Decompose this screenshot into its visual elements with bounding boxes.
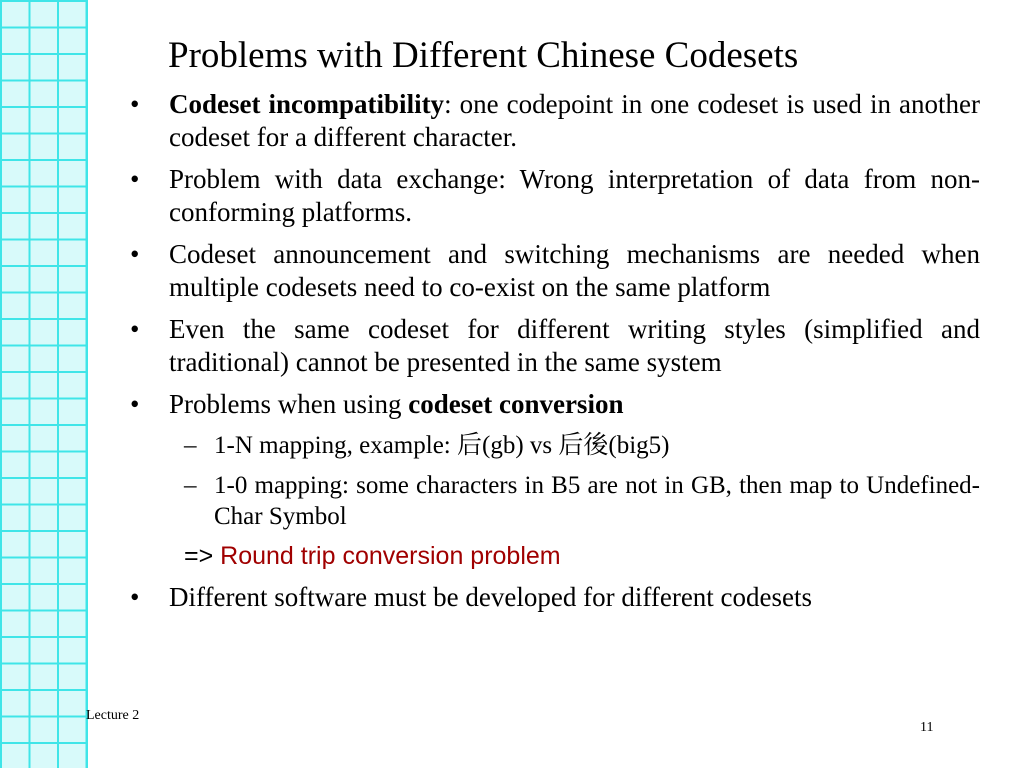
bullet-item: [130, 238, 980, 304]
conclusion-line: [130, 541, 980, 572]
bullet-bold-text: codeset conversion: [408, 389, 624, 419]
decorative-grid: [0, 0, 88, 768]
bullet-item: [130, 388, 980, 421]
bullet-item: [130, 313, 980, 379]
bullet-bold-text: Codeset incompatibility: [169, 89, 445, 119]
bullet-icon: •: [130, 389, 140, 419]
bullet-icon: •: [130, 164, 140, 194]
arrow-prefix: =>: [184, 542, 221, 570]
bullet-item: [130, 581, 980, 614]
emphasis-text: Round trip conversion problem: [220, 542, 561, 570]
bullet-text: : one codepoint in one codeset is used in another codeset for a different character.: [169, 89, 980, 152]
sub-bullet-item: [130, 470, 980, 532]
slide-title: Problems with Different Chinese Codesets: [168, 35, 799, 76]
bullet-icon: •: [130, 582, 140, 612]
bullet-text: Codeset announcement and switching mechanisms are needed when multiple codesets need to co-exist on the same platform: [169, 239, 980, 302]
sub-bullet-item: [130, 430, 980, 461]
sub-bullet-text: 1-N mapping, example: 后(gb) vs 后後(big5): [214, 432, 670, 459]
bullet-text: Different software must be developed for different codesets: [169, 582, 813, 612]
dash-icon: –: [184, 432, 197, 459]
bullet-text: Problems when using: [169, 389, 409, 419]
bullet-item: [130, 88, 980, 154]
sub-bullet-text: 1-0 mapping: some characters in B5 are not in GB, then map to Undefined-Char Symbol: [214, 472, 980, 530]
page-number: 11: [920, 720, 934, 735]
bullet-icon: •: [130, 314, 140, 344]
bullet-text: Problem with data exchange: Wrong interpretation of data from non-conforming platforms.: [169, 164, 980, 227]
dash-icon: –: [184, 472, 197, 499]
bullet-icon: •: [130, 89, 140, 119]
bullet-icon: •: [130, 239, 140, 269]
bullet-item: [130, 163, 980, 229]
slide-body: [130, 88, 980, 623]
footer-lecture-label: Lecture 2: [86, 708, 140, 723]
bullet-text: Even the same codeset for different writing styles (simplified and traditional) cannot be presented in the same system: [169, 314, 980, 377]
